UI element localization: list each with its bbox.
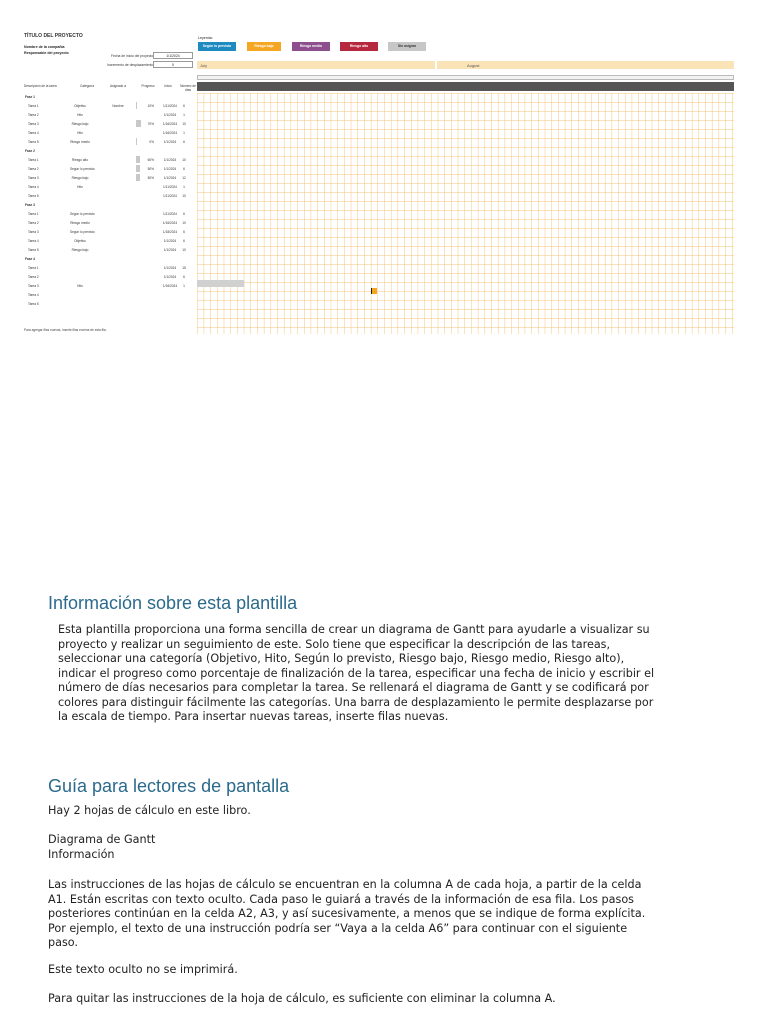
task-start-date: 1/16/2024: [162, 121, 178, 126]
task-name: Tarea 2: [28, 220, 39, 225]
start-date-label: Fecha de inicio del proyecto:: [111, 54, 155, 58]
task-row[interactable]: [24, 227, 196, 236]
phase-row[interactable]: [24, 200, 196, 209]
task-name: Tarea 2: [28, 274, 39, 279]
task-days: 1: [183, 112, 185, 117]
task-start-date: 1/16/2024: [162, 130, 178, 135]
legend-item: Riesgo medio: [292, 42, 330, 51]
task-name: Tarea 3: [28, 283, 39, 288]
month-label-august: August: [467, 62, 480, 68]
guide-hidden-text-note: Este texto oculto no se imprimirá.: [48, 963, 238, 976]
task-category: Riesgo bajo: [71, 121, 89, 126]
phase-name: Fase 1: [25, 94, 35, 99]
task-row[interactable]: [24, 137, 196, 146]
task-name: Tarea 1: [28, 265, 39, 270]
task-category: Riesgo medio: [70, 139, 90, 144]
column-header: Descripción de la tarea: [24, 84, 57, 88]
task-row[interactable]: [24, 236, 196, 245]
phase-row[interactable]: [24, 146, 196, 155]
task-days: 10: [182, 247, 186, 252]
legend-item: Según lo previsto: [198, 42, 236, 51]
guide-sheets-count: Hay 2 hojas de cálculo en este libro.: [48, 804, 251, 817]
gantt-milestone-marker: [371, 288, 377, 294]
task-row[interactable]: [24, 209, 196, 218]
task-name: Tarea 3: [28, 121, 39, 126]
task-start-date: 1/1/2024: [163, 238, 177, 243]
legend-title: Leyenda:: [198, 36, 213, 40]
task-row[interactable]: [24, 299, 196, 308]
timeline-scrollbar[interactable]: [197, 75, 734, 80]
info-line: Esta plantilla proporciona una forma sencilla de crear un diagrama de Gantt para ayudarle a visualizar su: [58, 623, 650, 636]
task-days: 6: [183, 274, 185, 279]
task-category: Riesgo bajo: [71, 175, 89, 180]
task-days: 1: [183, 283, 185, 288]
guide-line: posteriores continúan en la celda A2, A3, y así sucesivamente, a menos que se indique de forma explícita.: [48, 907, 646, 920]
guide-sheet-info: Información: [48, 848, 115, 861]
scroll-increment-label: Incremento de desplazamiento:: [107, 63, 155, 67]
task-row[interactable]: [24, 101, 196, 110]
task-days: 10: [182, 121, 186, 126]
task-name: Tarea 1: [28, 211, 39, 216]
task-category: Objetivo: [74, 103, 86, 108]
task-name: Tarea 4: [28, 292, 39, 297]
guide-remove-instructions: Para quitar las instrucciones de la hoja de cálculo, es suficiente con eliminar la columna A.: [48, 992, 556, 1005]
task-days: 6: [183, 229, 185, 234]
task-days: 1: [183, 184, 185, 189]
task-row[interactable]: [24, 110, 196, 119]
phase-name: Fase 4: [25, 256, 35, 261]
task-category: Riesgo medio: [70, 220, 90, 225]
task-progress: 0%: [149, 139, 154, 144]
info-line: la escala de tiempo. Para insertar nuevas tareas, inserte filas nuevas.: [58, 710, 449, 723]
legend-item: Sin asignar: [388, 42, 426, 51]
guide-sheet-gantt: Diagrama de Gantt: [48, 833, 156, 846]
task-days: 10: [182, 193, 186, 198]
task-days: 10: [182, 157, 186, 162]
task-category: Hito: [77, 130, 83, 135]
task-name: Tarea 5: [28, 301, 39, 306]
task-start-date: 1/18/2024: [162, 229, 178, 234]
task-progress: 50%: [147, 175, 154, 180]
info-line: número de días necesarios para completar la tarea. Se rellenará el diagrama de Gantt y se codificará por: [58, 681, 649, 694]
month-band-august: [437, 61, 734, 69]
month-band-july: [197, 61, 435, 69]
task-start-date: 1/11/2024: [163, 193, 177, 198]
project-title: TÍTULO DEL PROYECTO: [24, 33, 83, 39]
task-row[interactable]: [24, 272, 196, 281]
project-manager: Responsable del proyecto: [24, 51, 69, 55]
info-line: colores para distinguir fácilmente las categorías. Una barra de desplazamiento le permite desplazarse por: [58, 695, 654, 709]
task-days: 12: [182, 175, 186, 180]
info-paragraph: [58, 623, 678, 725]
task-start-date: 1/1/2024: [163, 157, 177, 162]
task-category: Hito: [77, 283, 83, 288]
task-start-date: 1/16/2024: [162, 283, 178, 288]
task-category: Hito: [77, 112, 83, 117]
task-start-date: 1/1/2024: [163, 247, 177, 252]
task-progress: 50%: [147, 166, 154, 171]
task-start-date: 1/11/2024: [163, 211, 177, 216]
task-start-date: 1/16/2024: [162, 220, 178, 225]
task-row[interactable]: [24, 218, 196, 227]
company-name: Nombre de la compañía: [24, 45, 65, 49]
phase-row[interactable]: [24, 92, 196, 101]
task-row[interactable]: [24, 245, 196, 254]
task-row[interactable]: [24, 164, 196, 173]
column-header: Categoría: [80, 84, 94, 88]
task-start-date: 1/11/2024: [163, 184, 177, 189]
info-line: proyecto y realizar un seguimiento de este. Solo tiene que especificar la descripción de las tareas,: [58, 637, 611, 651]
task-progress: 10%: [147, 103, 154, 108]
start-date-cell[interactable]: 1/1/2024: [153, 52, 193, 59]
task-days: 15: [182, 265, 186, 270]
task-progress: 70%: [147, 121, 154, 126]
task-name: Tarea 2: [28, 166, 39, 171]
info-line: indicar el progreso como porcentaje de finalización de la tarea, especificar una fecha de inicio y escribir el: [58, 666, 655, 680]
task-name: Tarea 3: [28, 175, 39, 180]
task-row[interactable]: [24, 290, 196, 299]
task-name: Tarea 5: [28, 247, 39, 252]
task-days: 1: [183, 130, 185, 135]
info-heading: Información sobre esta plantilla: [48, 593, 298, 613]
legend-item: Riesgo alto: [340, 42, 378, 51]
task-start-date: 1/1/2024: [163, 166, 177, 171]
task-progress: 60%: [147, 157, 154, 162]
column-header: Número de días: [180, 84, 196, 92]
task-name: Tarea 2: [28, 112, 39, 117]
guide-line: A1. Están escritas con texto oculto. Cada paso le guiará a través de la información de esa fila. Los pasos: [48, 892, 635, 906]
phase-name: Fase 3: [25, 202, 35, 207]
task-row[interactable]: [24, 155, 196, 164]
day-header-bar: [197, 82, 734, 91]
task-row[interactable]: [24, 191, 196, 200]
guide-heading: Guía para lectores de pantalla: [48, 776, 290, 796]
column-header: Progreso: [141, 84, 155, 88]
task-start-date: 1/1/2024: [163, 274, 177, 279]
task-row[interactable]: [24, 182, 196, 191]
task-category: Riesgo alto: [72, 157, 88, 162]
task-name: Tarea 3: [28, 229, 39, 234]
task-start-date: 1/1/2024: [163, 139, 177, 144]
task-name: Tarea 1: [28, 103, 39, 108]
task-days: 10: [182, 220, 186, 225]
task-row[interactable]: [24, 119, 196, 128]
task-name: Tarea 5: [28, 193, 39, 198]
guide-line: Por ejemplo, el texto de una instrucción podría ser “Vaya a la celda A6” para continuar con el siguiente: [48, 921, 628, 935]
task-row[interactable]: [24, 263, 196, 272]
column-header: Asignado a: [110, 84, 126, 88]
scroll-increment-cell[interactable]: 0: [153, 61, 193, 68]
legend-item: Riesgo bajo: [247, 42, 281, 51]
task-days: 6: [183, 166, 185, 171]
month-label-july: July: [200, 62, 208, 68]
task-category: Hito: [77, 184, 83, 189]
task-assignee: Nombre: [112, 103, 124, 108]
task-start-date: 1/1/2024: [163, 175, 177, 180]
task-row[interactable]: [24, 281, 196, 290]
task-name: Tarea 4: [28, 238, 39, 243]
task-category: Riesgo bajo: [71, 247, 89, 252]
task-days: 6: [183, 238, 185, 243]
gantt-chart: [197, 61, 734, 334]
column-header: Inicio: [164, 84, 172, 88]
gantt-grid: [197, 93, 734, 334]
gantt-bar-unassigned: [197, 280, 244, 287]
task-category: Según lo previsto: [70, 229, 95, 234]
info-line: seleccionar una categoría (Objetivo, Hito, Según lo previsto, Riesgo bajo, Riesgo medio, Riesgo alto),: [58, 652, 625, 665]
guide-instructions-paragraph: [48, 878, 688, 951]
task-category: Según lo previsto: [70, 166, 95, 171]
guide-line: paso.: [48, 936, 78, 949]
gantt-sheet: [0, 0, 768, 340]
task-name: Tarea 1: [28, 157, 39, 162]
task-start-date: 1/11/2024: [163, 103, 177, 108]
task-days: 6: [183, 139, 185, 144]
task-row[interactable]: [24, 128, 196, 137]
task-days: 6: [183, 211, 185, 216]
phase-name: Fase 2: [25, 148, 35, 153]
task-name: Tarea 4: [28, 184, 39, 189]
phase-row[interactable]: [24, 254, 196, 263]
task-row[interactable]: [24, 173, 196, 182]
task-days: 6: [183, 103, 185, 108]
task-category: Según lo previsto: [70, 211, 95, 216]
task-name: Tarea 5: [28, 139, 39, 144]
task-name: Tarea 4: [28, 130, 39, 135]
insert-rows-note: Para agregar filas nuevas, inserte filas encima de esta fila.: [24, 328, 107, 332]
guide-line: Las instrucciones de las hojas de cálculo se encuentran en la columna A de cada hoja, a partir de la celda: [48, 878, 642, 891]
task-start-date: 1/1/2024: [163, 265, 177, 270]
task-category: Objetivo: [74, 238, 86, 243]
task-start-date: 1/1/2024: [163, 112, 177, 117]
